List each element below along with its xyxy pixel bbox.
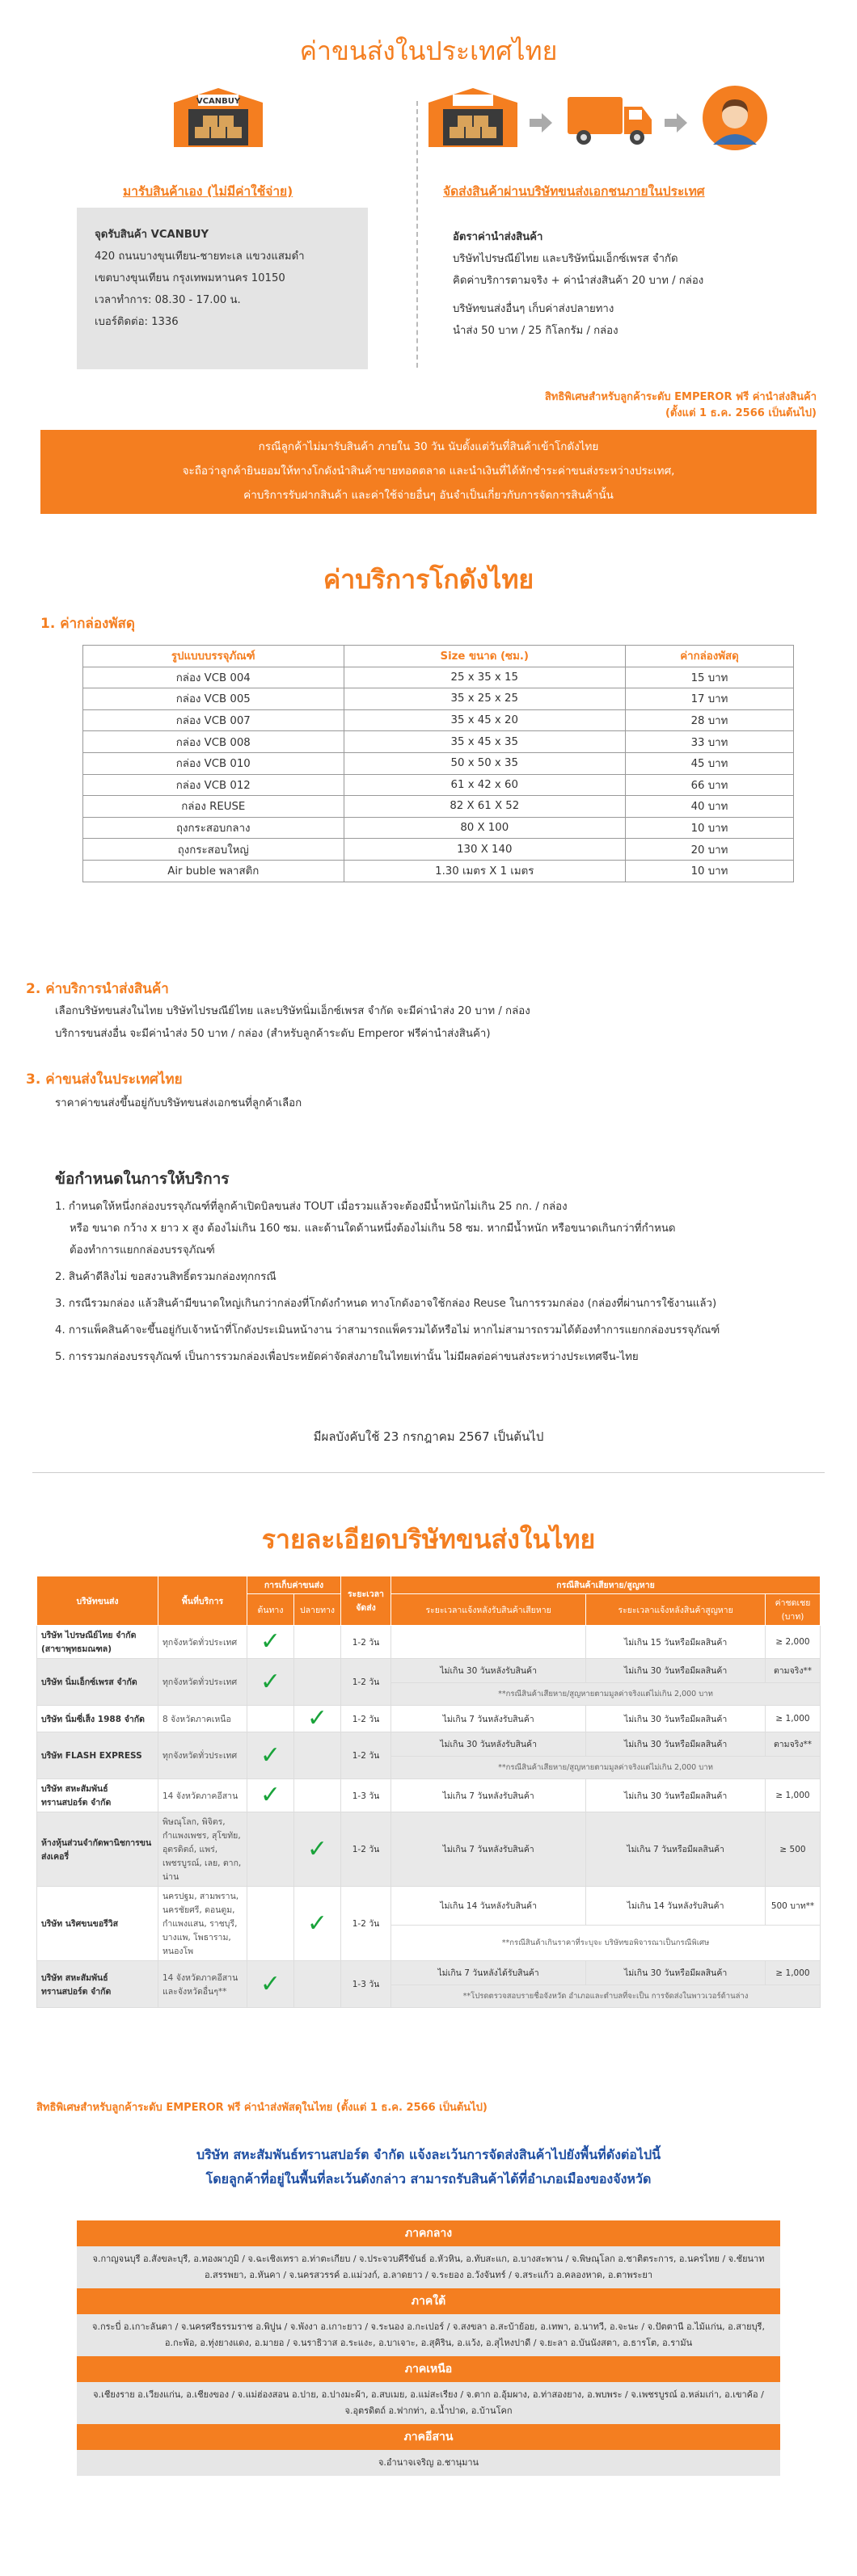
table-note: **โปรดตรวจสอบรายชื่อจังหวัด อำเภอและตำบลที่จะเป็น การจัดส่งในพาวเวอร์ด้านล่าง bbox=[391, 1985, 821, 2008]
table-cell: ≥ 1,000 bbox=[766, 1779, 821, 1812]
customer-icon bbox=[702, 85, 768, 151]
check-icon: ✓ bbox=[247, 1626, 294, 1659]
rules-title: ข้อกำหนดในการให้บริการ bbox=[55, 1170, 230, 1188]
col-header: ปลายทาง bbox=[294, 1594, 341, 1626]
table-cell: 1-2 วัน bbox=[341, 1887, 391, 1961]
table-cell: ไม่เกิน 15 วันหรือมีผลสินค้า bbox=[586, 1626, 766, 1659]
section-3-heading: 3. ค่าขนส่งในประเทศไทย bbox=[26, 1071, 183, 1088]
banner-line-2: จะถือว่าลูกค้ายินยอมให้ทางโกดังนำสินค้าขายทอดตลาด และนำเงินที่ได้หักชำระค่าขนส่งระหว่างประเทศ, bbox=[182, 465, 675, 478]
check-icon bbox=[247, 1812, 294, 1887]
table-row bbox=[83, 731, 794, 753]
table-note: **กรณีสินค้าเสียหาย/สูญหายตามมูลค่าจริงแต่ไม่เกิน 2,000 บาท bbox=[391, 1683, 821, 1706]
table-cell: กล่อง REUSE bbox=[83, 796, 344, 818]
detail-title: รายละเอียดบริษัทขนส่งในไทย bbox=[261, 1524, 596, 1555]
area-body: จ.กาญจนบุรี อ.สังขละบุรี, อ.ทองผาภูมิ / จ.ฉะเชิงเทรา อ.ท่าตะเกียบ / จ.ประจวบคีรีขันธ์ อ.หัวหิน, อ.ทับสะแก, อ.บางสะพาน / จ.พิษณุโลก อ.ชาติตระการ, อ.นครไทย / จ.ชัยนาท อ.สรรพยา, อ.หันคา / จ.นครสวรรค์ อ.แม่วงก์, อ.ลาดยาว / จ.ระยอง อ.วังจันทร์ / จ.สระแก้ว อ.คลองหาด, อ.ตาพระยา bbox=[77, 2246, 780, 2288]
section-1-heading: 1. ค่ากล่องพัสดุ bbox=[40, 616, 135, 632]
table-cell: บริษัท นิ่มซี่เส็ง 1988 จำกัด bbox=[37, 1706, 158, 1732]
table-cell: ไม่เกิน 7 วันหรือมีผลสินค้า bbox=[586, 1812, 766, 1887]
table-cell: 33 บาท bbox=[626, 731, 794, 753]
area-body: จ.กระบี่ อ.เกาะลันตา / จ.นครศรีธรรมราช อ.พิปูน / จ.พังงา อ.เกาะยาว / จ.ระนอง อ.กะเปอร์ / จ.สงขลา อ.สะบ้าย้อย, อ.เทพา, อ.นาทวี, อ.จะนะ / จ.ปัตตานี อ.ไม้แก่น, อ.สายบุรี, อ.กะพ้อ, อ.ทุ่งยางแดง, อ.มายอ / จ.นราธิวาส อ.ระแงะ, อ.บาเจาะ, อ.สุคิริน, อ.แว้ง, อ.สุไหงปาดี / จ.ยะลา อ.บันนังสตา, อ.ธารโต, อ.รามัน bbox=[77, 2314, 780, 2356]
table-cell: 45 บาท bbox=[626, 752, 794, 774]
table-cell: ไม่เกิน 30 วันหรือมีผลสินค้า bbox=[586, 1706, 766, 1732]
table-cell: ทุกจังหวัดทั่วประเทศ bbox=[158, 1732, 247, 1779]
table-row bbox=[83, 839, 794, 861]
table-cell: 35 x 45 x 20 bbox=[344, 709, 625, 731]
table-row bbox=[37, 1887, 821, 1926]
table-header bbox=[83, 646, 794, 667]
table-row bbox=[83, 817, 794, 839]
rate-line-1: บริษัทไปรษณีย์ไทย และบริษัทนิ่มเอ็กซ์เพรส จำกัด bbox=[453, 253, 678, 265]
table-cell: 1-2 วัน bbox=[341, 1626, 391, 1659]
arrow-right-icon bbox=[530, 113, 554, 133]
section-2-text-2: บริการขนส่งอื่น จะมีค่านำส่ง 50 บาท / กล่อง (สำหรับลูกค้าระดับ Emperor ฟรีค่านำส่งสินค้า) bbox=[55, 1028, 491, 1040]
table-cell: ≥ 1,000 bbox=[766, 1706, 821, 1732]
table-cell: 15 บาท bbox=[626, 667, 794, 688]
table-row bbox=[83, 709, 794, 731]
table-cell: ≥ 2,000 bbox=[766, 1626, 821, 1659]
table-cell: ≥ 1,000 bbox=[766, 1961, 821, 1985]
table-cell: 1-2 วัน bbox=[341, 1732, 391, 1779]
table-row bbox=[83, 796, 794, 818]
table-cell: กล่อง VCB 007 bbox=[83, 709, 344, 731]
table-cell: 35 x 45 x 35 bbox=[344, 731, 625, 753]
check-icon bbox=[294, 1659, 341, 1706]
table-cell: บริษัท สหะสัมพันธ์ทรานสปอร์ต จำกัด bbox=[37, 1961, 158, 2008]
pickup-name: จุดรับสินค้า VCANBUY bbox=[95, 229, 209, 241]
divider bbox=[416, 101, 418, 368]
section-2-heading: 2. ค่าบริการนำส่งสินค้า bbox=[26, 981, 169, 997]
table-cell: ห้างหุ้นส่วนจำกัดพานิชการขนส่งเคอรี่ bbox=[37, 1812, 158, 1887]
notice bbox=[0, 2143, 857, 2191]
rule-item: 1. กำหนดให้หนึ่งกล่องบรรจุภัณฑ์ที่ลูกค้าเปิดบิลขนส่ง TOUT เมื่อรวมแล้วจะต้องมีน้ำหนักไม่เกิน 25 กก. / กล่อง bbox=[55, 1201, 568, 1213]
table-cell: Air buble พลาสติก bbox=[83, 860, 344, 882]
check-icon: ✓ bbox=[247, 1659, 294, 1706]
table-cell: ไม่เกิน 7 วันหลังรับสินค้า bbox=[391, 1779, 586, 1812]
check-icon: ✓ bbox=[294, 1887, 341, 1961]
self-pickup-heading: มารับสินค้าเอง (ไม่มีค่าใช้จ่าย) bbox=[123, 184, 293, 199]
table-cell: 40 บาท bbox=[626, 796, 794, 818]
rule-item-cont: หรือ ขนาด กว้าง x ยาว x สูง ต้องไม่เกิน 160 ซม. และด้านใดด้านหนึ่งต้องไม่เกิน 58 ซม. หากมีน้ำหนัก หรือขนาดเกินกว่าที่กำหนด bbox=[70, 1223, 676, 1235]
table-cell: กล่อง VCB 010 bbox=[83, 752, 344, 774]
table-cell: ไม่เกิน 30 วันหลังรับสินค้า bbox=[391, 1732, 586, 1757]
table-cell: บริษัท นิ่มเอ็กซ์เพรส จำกัด bbox=[37, 1659, 158, 1706]
col-header: Size ขนาด (ซม.) bbox=[344, 646, 625, 667]
excluded-areas bbox=[77, 2220, 780, 2476]
check-icon bbox=[247, 1887, 294, 1961]
table-cell: ไม่เกิน 30 วันหรือมีผลสินค้า bbox=[586, 1961, 766, 1985]
section-3-text: ราคาค่าขนส่งขึ้นอยู่กับบริษัทขนส่งเอกชนที่ลูกค้าเลือก bbox=[55, 1097, 302, 1109]
table-cell: 130 X 140 bbox=[344, 839, 625, 861]
rate-line-2: คิดค่าบริการตามจริง + ค่านำส่งสินค้า 20 บาท / กล่อง bbox=[453, 275, 704, 287]
table-cell: ไม่เกิน 30 วันหรือมีผลสินค้า bbox=[586, 1659, 766, 1683]
table-row bbox=[83, 774, 794, 796]
table-cell: 17 บาท bbox=[626, 688, 794, 710]
col-header: รูปแบบบรรจุภัณฑ์ bbox=[83, 646, 344, 667]
rule-item-cont: ต้องทำการแยกกล่องบรรจุภัณฑ์ bbox=[70, 1244, 215, 1256]
table-cell: 1-2 วัน bbox=[341, 1812, 391, 1887]
table-cell: กล่อง VCB 012 bbox=[83, 774, 344, 796]
col-header: ต้นทาง bbox=[247, 1594, 294, 1626]
area-heading: ภาคเหนือ bbox=[77, 2356, 780, 2382]
table-cell: 1-2 วัน bbox=[341, 1706, 391, 1732]
table-cell: 8 จังหวัดภาคเหนือ bbox=[158, 1706, 247, 1732]
table-cell: 1-3 วัน bbox=[341, 1961, 391, 2008]
table-row bbox=[37, 1779, 821, 1812]
table-row bbox=[37, 1659, 821, 1683]
table-cell: 25 x 35 x 15 bbox=[344, 667, 625, 688]
check-icon bbox=[294, 1732, 341, 1779]
warehouse-sign: VCANBUY bbox=[196, 97, 241, 106]
delivery-rates bbox=[453, 226, 817, 342]
table-cell: ทุกจังหวัดทั่วประเทศ bbox=[158, 1659, 247, 1706]
check-icon bbox=[294, 1779, 341, 1812]
table-cell: บริษัท FLASH EXPRESS bbox=[37, 1732, 158, 1779]
table-cell: 20 บาท bbox=[626, 839, 794, 861]
table-cell: พิษณุโลก, พิจิตร, กำแพงเพชร, สุโขทัย, อุตรดิตถ์, แพร่, เพชรบูรณ์, เลย, ตาก, น่าน bbox=[158, 1812, 247, 1887]
check-icon: ✓ bbox=[294, 1812, 341, 1887]
check-icon: ✓ bbox=[247, 1732, 294, 1779]
area-heading: ภาคอีสาน bbox=[77, 2424, 780, 2450]
table-cell: 28 บาท bbox=[626, 709, 794, 731]
col-header: การเก็บค่าขนส่ง bbox=[247, 1576, 341, 1594]
table-cell: 14 จังหวัดภาคอีสาน และจังหวัดอื่นๆ** bbox=[158, 1961, 247, 2008]
arrow-right-icon-2 bbox=[665, 113, 689, 133]
rule-item: 4. การแพ็คสินค้าจะขึ้นอยู่กับเจ้าหน้าที่โกดังประเมินหน้างาน ว่าสามารถแพ็ครวมได้หรือไม่ หากไม่สามารถรวมได้ต้องทำการแยกกล่องบรรจุภัณฑ์ bbox=[55, 1324, 720, 1336]
area-body: จ.อำนาจเจริญ อ.ชานุมาน bbox=[77, 2450, 780, 2476]
table-row bbox=[83, 860, 794, 882]
emperor-note-line-1: สิทธิพิเศษสำหรับลูกค้าระดับ EMPEROR ฟรี ค่านำส่งสินค้า bbox=[544, 391, 817, 403]
check-icon bbox=[247, 1706, 294, 1732]
table-cell: 14 จังหวัดภาคอีสาน bbox=[158, 1779, 247, 1812]
table-row bbox=[37, 1706, 821, 1732]
notice-line-1: บริษัท สหะสัมพันธ์ทรานสปอร์ต จำกัด แจ้งละเว้นการจัดส่งสินค้าไปยังพื้นที่ดังต่อไปนี้ bbox=[196, 2147, 661, 2162]
table-row bbox=[37, 1961, 821, 1985]
table-note: **กรณีสินค้าเกินราคาที่ระบุจะ บริษัทขอพิจารณาเป็นกรณีพิเศษ bbox=[391, 1925, 821, 1960]
table-cell: บริษัท ไปรษณีย์ไทย จำกัด (สาขาพุทธมณฑล) bbox=[37, 1626, 158, 1659]
table-cell: นครปฐม, สามพราน, นครชัยศรี, ดอนตูม, กำแพงแสน, ราชบุรี, บางแพ, โพธาราม, หนองโพ bbox=[158, 1887, 247, 1961]
pickup-info-box bbox=[77, 208, 368, 369]
check-icon: ✓ bbox=[247, 1961, 294, 2008]
delivery-heading: จัดส่งสินค้าผ่านบริษัทขนส่งเอกชนภายในประเทศ bbox=[443, 184, 705, 199]
col-header: ระยะเวลาแจ้งหลังสินค้าสูญหาย bbox=[586, 1594, 766, 1626]
emperor-note-line-2: (ตั้งแต่ 1 ธ.ค. 2566 เป็นต้นไป) bbox=[665, 407, 817, 419]
page-title: ค่าขนส่งในประเทศไทย bbox=[299, 36, 558, 66]
table-cell: ไม่เกิน 14 วันหลังรับสินค้า bbox=[586, 1887, 766, 1926]
table-cell: ไม่เกิน 30 วันหรือมีผลสินค้า bbox=[586, 1732, 766, 1757]
col-header: ค่ากล่องพัสดุ bbox=[626, 646, 794, 667]
table-cell: กล่อง VCB 004 bbox=[83, 667, 344, 688]
rule-item: 5. การรวมกล่องบรรจุภัณฑ์ เป็นการรวมกล่องเพื่อประหยัดค่าจัดส่งภายในไทยเท่านั้น ไม่มีผลต่อค่าขนส่งระหว่างประเทศจีน-ไทย bbox=[55, 1351, 639, 1363]
check-icon bbox=[294, 1626, 341, 1659]
table-cell: กล่อง VCB 005 bbox=[83, 688, 344, 710]
col-header: ค่าชดเชย (บาท) bbox=[766, 1594, 821, 1626]
table-cell: ไม่เกิน 14 วันหลังรับสินค้า bbox=[391, 1887, 586, 1926]
emperor-note bbox=[545, 389, 817, 422]
table-cell: 61 x 42 x 60 bbox=[344, 774, 625, 796]
pickup-phone: เบอร์ติดต่อ: 1336 bbox=[95, 316, 179, 328]
divider bbox=[32, 1472, 825, 1473]
table-row bbox=[83, 688, 794, 710]
emperor-note-2: สิทธิพิเศษสำหรับลูกค้าระดับ EMPEROR ฟรี ค่านำส่งพัสดุในไทย (ตั้งแต่ 1 ธ.ค. 2566 เป็นต้นไป) bbox=[36, 2102, 488, 2114]
table-note: **กรณีสินค้าเสียหาย/สูญหายตามมูลค่าจริงแต่ไม่เกิน 2,000 บาท bbox=[391, 1757, 821, 1779]
col-header: บริษัทขนส่ง bbox=[37, 1576, 158, 1626]
table-cell: 1.30 เมตร X 1 เมตร bbox=[344, 860, 625, 882]
area-heading: ภาคกลาง bbox=[77, 2220, 780, 2246]
effective-date: มีผลบังคับใช้ 23 กรกฎาคม 2567 เป็นต้นไป bbox=[313, 1429, 544, 1444]
table-cell: 35 x 25 x 25 bbox=[344, 688, 625, 710]
table-cell bbox=[391, 1626, 586, 1659]
banner-line-1: กรณีลูกค้าไม่มารับสินค้า ภายใน 30 วัน นับตั้งแต่วันที่สินค้าเข้าโกดังไทย bbox=[258, 440, 599, 453]
truck-icon bbox=[566, 90, 655, 149]
table-cell: 82 X 61 X 52 bbox=[344, 796, 625, 818]
table-cell: ถุงกระสอบกลาง bbox=[83, 817, 344, 839]
table-cell: ไม่เกิน 30 วันหลังรับสินค้า bbox=[391, 1659, 586, 1683]
table-row bbox=[83, 667, 794, 688]
warehouse-icon bbox=[166, 85, 271, 149]
table-row bbox=[83, 752, 794, 774]
rules-list bbox=[55, 1196, 823, 1368]
warning-banner bbox=[40, 430, 817, 514]
carrier-table bbox=[36, 1576, 821, 2008]
col-header: กรณีสินค้าเสียหาย/สูญหาย bbox=[391, 1576, 821, 1594]
table-cell: ถุงกระสอบใหญ่ bbox=[83, 839, 344, 861]
table-cell: ≥ 500 bbox=[766, 1812, 821, 1887]
table-row bbox=[37, 1626, 821, 1659]
table-cell: 50 x 50 x 35 bbox=[344, 752, 625, 774]
rate-line-4: นำส่ง 50 บาท / 25 กิโลกรัม / กล่อง bbox=[453, 325, 618, 337]
table-cell: 10 บาท bbox=[626, 860, 794, 882]
col-header: พื้นที่บริการ bbox=[158, 1576, 247, 1626]
table-row bbox=[37, 1732, 821, 1757]
warehouse-icon-2 bbox=[420, 85, 526, 149]
banner-line-3: ค่าบริการรับฝากสินค้า และค่าใช้จ่ายอื่นๆ อันจำเป็นเกี่ยวกับการจัดการสินค้านั้น bbox=[243, 489, 614, 502]
table-cell: บริษัท สหะสัมพันธ์ทรานสปอร์ต จำกัด bbox=[37, 1779, 158, 1812]
table-row bbox=[37, 1812, 821, 1887]
table-cell: ไม่เกิน 7 วันหลังได้รับสินค้า bbox=[391, 1961, 586, 1985]
table-cell: ทุกจังหวัดทั่วประเทศ bbox=[158, 1626, 247, 1659]
table-cell: 1-3 วัน bbox=[341, 1779, 391, 1812]
table-cell: ไม่เกิน 30 วันหรือมีผลสินค้า bbox=[586, 1779, 766, 1812]
pickup-hours: เวลาทำการ: 08.30 - 17.00 น. bbox=[95, 294, 241, 306]
table-cell: ไม่เกิน 7 วันหลังรับสินค้า bbox=[391, 1706, 586, 1732]
table-cell: ตามจริง** bbox=[766, 1732, 821, 1757]
table-cell: ไม่เกิน 7 วันหลังรับสินค้า bbox=[391, 1812, 586, 1887]
service-title: ค่าบริการโกดังไทย bbox=[323, 564, 534, 595]
rate-title: อัตราค่านำส่งสินค้า bbox=[453, 231, 543, 243]
table-cell: ตามจริง** bbox=[766, 1659, 821, 1683]
check-icon: ✓ bbox=[247, 1779, 294, 1812]
table-cell: 66 บาท bbox=[626, 774, 794, 796]
col-header: ระยะเวลาจัดส่ง bbox=[341, 1576, 391, 1626]
table-cell: บริษัท นริศขนขอรีวิส bbox=[37, 1887, 158, 1961]
section-2-text-1: เลือกบริษัทขนส่งในไทย บริษัทไปรษณีย์ไทย และบริษัทนิ่มเอ็กซ์เพรส จำกัด จะมีค่านำส่ง 20 บาท / กล่อง bbox=[55, 1005, 530, 1017]
rule-item: 3. กรณีรวมกล่อง แล้วสินค้ามีขนาดใหญ่เกินกว่ากล่องที่โกดังกำหนด ทางโกดังอาจใช้กล่อง Reuse ในการรวมกล่อง (กล่องที่ผ่านการใช้งานแล้ว) bbox=[55, 1298, 717, 1310]
table-cell: 10 บาท bbox=[626, 817, 794, 839]
rate-line-3: บริษัทขนส่งอื่นๆ เก็บค่าส่งปลายทาง bbox=[453, 303, 614, 315]
col-header: ระยะเวลาแจ้งหลังรับสินค้าเสียหาย bbox=[391, 1594, 586, 1626]
pickup-address-1: 420 ถนนบางขุนเทียน-ชายทะเล แขวงแสมดำ bbox=[95, 250, 305, 263]
check-icon: ✓ bbox=[294, 1706, 341, 1732]
table-cell: 500 บาท** bbox=[766, 1887, 821, 1926]
pickup-address-2: เขตบางขุนเทียน กรุงเทพมหานคร 10150 bbox=[95, 272, 285, 284]
check-icon bbox=[294, 1961, 341, 2008]
area-body: จ.เชียงราย อ.เวียงแก่น, อ.เชียงของ / จ.แม่ฮ่องสอน อ.ปาย, อ.ปางมะผ้า, อ.สบเมย, อ.แม่สะเรียง / จ.ตาก อ.อุ้มผาง, อ.ท่าสองยาง, อ.พบพระ / จ.เพชรบูรณ์ อ.หล่มเก่า, อ.เขาค้อ / จ.อุตรดิตถ์ อ.ฟากท่า, อ.น้ำปาด, อ.บ้านโคก bbox=[77, 2382, 780, 2424]
table-cell: 80 X 100 bbox=[344, 817, 625, 839]
table-cell: 1-2 วัน bbox=[341, 1659, 391, 1706]
rule-item: 2. สินค้าดีลิงไม่ ขอสงวนสิทธิ์ตรวมกล่องทุกกรณี bbox=[55, 1271, 277, 1283]
package-table bbox=[82, 645, 794, 882]
notice-line-2: โดยลูกค้าที่อยู่ในพื้นที่ละเว้นดังกล่าว สามารถรับสินค้าได้ที่อำเภอเมืองของจังหวัด bbox=[205, 2171, 652, 2187]
area-heading: ภาคใต้ bbox=[77, 2288, 780, 2314]
table-cell: กล่อง VCB 008 bbox=[83, 731, 344, 753]
